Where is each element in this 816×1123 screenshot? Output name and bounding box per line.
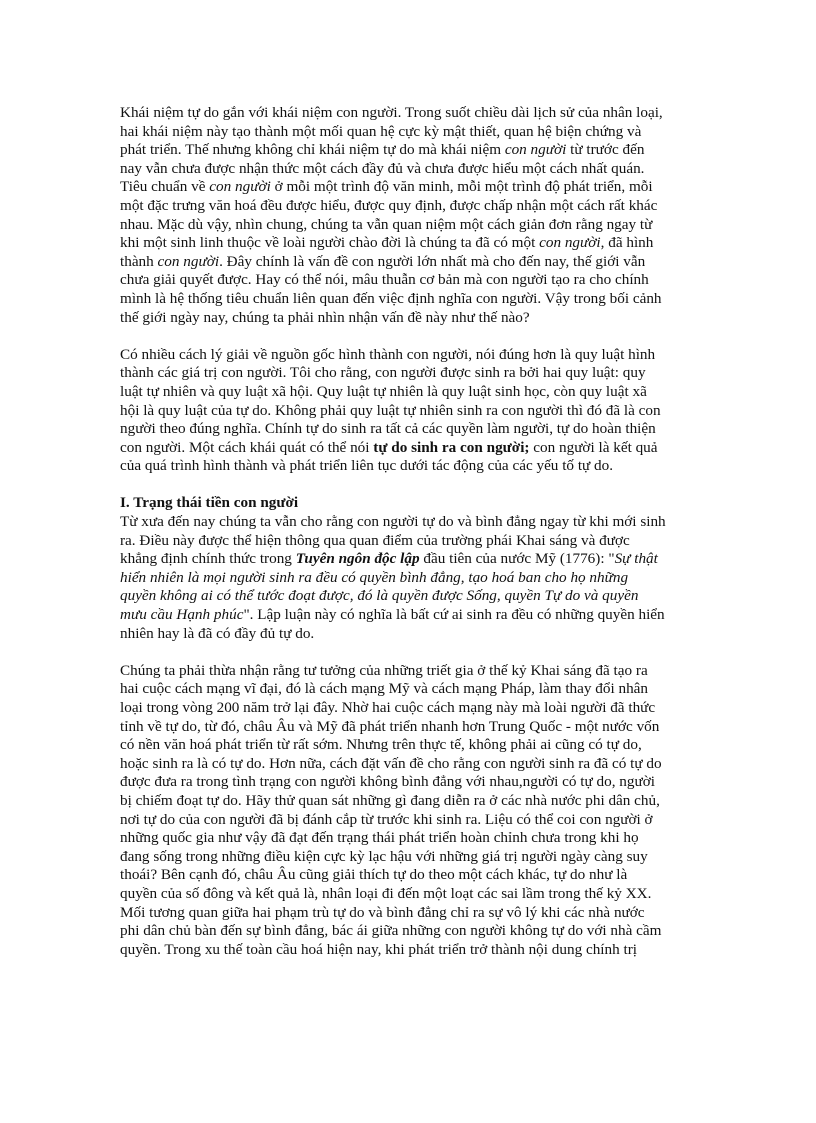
- text-line: [120, 755, 720, 774]
- text-run: phi dân chủ bàn đến sự bình đẳng, bác ái giữa những con người không tự do với nhà cầm: [120, 922, 662, 940]
- text-line: [120, 346, 720, 365]
- text-line: [120, 271, 720, 290]
- text-line: [120, 123, 720, 142]
- text-run: Tiêu chuẩn về: [120, 178, 210, 196]
- text-line: [120, 662, 720, 681]
- text-run: của quá trình hình thành và phát triển liên tục dưới tác động của các yếu tố tự do.: [120, 457, 614, 475]
- text-line: [120, 829, 720, 848]
- emphasized-text: con người: [504, 141, 567, 159]
- text-line: [120, 383, 720, 402]
- text-run: từ trước đến: [566, 141, 645, 159]
- paragraph-origin-of-human: [120, 346, 720, 476]
- text-run: . Đây chính là vấn đề con người lớn nhất mà cho đến nay, thế giới vẫn: [219, 252, 646, 270]
- text-run: Mối tương quan giữa hai phạm trù tự do và bình đẳng chỉ ra sự vô lý khi các nhà nước: [120, 903, 645, 921]
- text-line: [120, 197, 720, 216]
- text-run: ". Lập luận này có nghĩa là bất cứ ai sinh ra đều có những quyền hiển: [243, 606, 665, 624]
- paragraph-gap: [120, 476, 720, 495]
- paragraph-gap: [120, 643, 720, 662]
- paragraph-gap: [120, 327, 720, 346]
- text-line: [120, 420, 720, 439]
- text-run: Có nhiều cách lý giải về nguồn gốc hình thành con người, nói đúng hơn là quy luật hình: [120, 345, 656, 363]
- text-line: [120, 792, 720, 811]
- text-run: nhau. Mặc dù vậy, nhìn chung, chúng ta vẫn quan niệm một cách giản đơn rằng ngay từ: [120, 215, 653, 233]
- text-line: [120, 941, 720, 960]
- text-run: một đặc trưng văn hoá đều được hiểu, được quy định, được chấp nhận một cách rất khác: [120, 196, 658, 214]
- text-run: con người là kết quả: [529, 438, 658, 456]
- emphasized-text: con người: [157, 252, 220, 270]
- emphasized-text: Sự thật: [614, 550, 658, 568]
- text-line: [120, 532, 720, 551]
- text-run: con người. Một cách khái quát có thể nói: [120, 438, 374, 456]
- emphasized-text: tự do sinh ra con người;: [373, 438, 530, 456]
- text-run: chưa giải quyết được. Hay có thể nói, mâu thuẫn cơ bản mà con người tạo ra cho chính: [120, 271, 649, 289]
- text-run: thế giới ngày nay, chúng ta phải nhìn nhận vấn đề này như thế nào?: [120, 308, 530, 326]
- text-run: có nền văn hoá phát triển từ rất sớm. Nhưng trên thực tế, không phải ai cũng có tự do,: [120, 736, 642, 754]
- paragraph-pre-human-state: [120, 513, 720, 643]
- text-run: quyền của số đông và kết quả là, nhân loại đi đến một loạt các sai lầm trong thế kỷ XX.: [120, 884, 652, 902]
- text-line: [120, 216, 720, 235]
- text-line: [120, 141, 720, 160]
- text-line: [120, 699, 720, 718]
- text-run: hai cuộc cách mạng vĩ đại, đó là cách mạng Mỹ và cách mạng Pháp, làm thay đổi nhân: [120, 680, 649, 698]
- text-run: nơi tự do của con người đã bị đánh cắp từ trước khi sinh ra. Liệu có thể coi con người ở: [120, 810, 653, 828]
- text-run: nay vẫn chưa được nhận thức một cách đầy đủ và chưa được hiểu một cách nhất quán.: [120, 159, 645, 177]
- text-line: [120, 587, 720, 606]
- text-line: [120, 550, 720, 569]
- text-line: [120, 811, 720, 830]
- text-run: loại trong vòng 200 năm trở lại đây. Nhờ hai cuộc cách mạng này mà loài người đã thức: [120, 699, 656, 716]
- text-line: [120, 234, 720, 253]
- text-run: hội là quy luật của tự do. Không phải quy luật tự nhiên sinh ra con người thì đó đã là con: [120, 401, 661, 419]
- section-heading: I. Trạng thái tiền con người: [120, 494, 299, 512]
- text-run: thành các giá trị con người. Tôi cho rằng, con người được sinh ra bởi hai quy luật: quy: [120, 364, 646, 382]
- text-run: tỉnh về tự do, từ đó, châu Âu và Mỹ đã phát triển nhanh hơn Trung Quốc - một nước vốn: [120, 717, 660, 735]
- text-run: luật tự nhiên và quy luật xã hội. Quy luật tự nhiên là quy luật sinh học, còn quy luật xã: [120, 382, 647, 400]
- emphasized-text: con người: [539, 234, 601, 252]
- text-run: nhiên hay là đã có đầy đủ tự do.: [120, 624, 315, 642]
- text-line: [120, 309, 720, 328]
- text-line: [120, 178, 720, 197]
- paragraph-intro: [120, 104, 720, 327]
- text-run: thoái? Bên cạnh đó, châu Âu cũng giải thích tự do theo một cách khác, tự do như là: [120, 866, 628, 884]
- text-line: [120, 513, 720, 532]
- text-line: [120, 848, 720, 867]
- text-line: [120, 773, 720, 792]
- text-line: [120, 922, 720, 941]
- text-line: [120, 885, 720, 904]
- text-run: đang sống trong những điều kiện cực kỳ lạc hậu với những giá trị người ngày càng suy: [120, 847, 648, 865]
- text-line: [120, 904, 720, 923]
- text-line: [120, 160, 720, 179]
- text-line: [120, 569, 720, 588]
- text-run: được đưa ra trong tình trạng con người không bình đẳng với nhau,người có tự do, người: [120, 773, 655, 791]
- text-run: thành: [120, 252, 158, 270]
- text-run: ra. Điều này được thể hiện thông qua quan điểm của trường phái Khai sáng và được: [120, 531, 630, 549]
- text-run: đầu tiên của nước Mỹ (1776): ": [419, 550, 615, 568]
- emphasized-text: con người: [209, 178, 271, 196]
- text-line: [120, 625, 720, 644]
- emphasized-text: hiển nhiên là mọi người sinh ra đều có quyền bình đẳng, tạo hoá ban cho họ những: [120, 568, 629, 586]
- text-run: bị chiếm đoạt tự do. Hãy thử quan sát những gì đang diễn ra ở các nhà nước phi dân chủ,: [120, 791, 660, 809]
- text-line: [120, 680, 720, 699]
- text-line: [120, 457, 720, 476]
- text-line: [120, 718, 720, 737]
- text-run: mình là hệ thống tiêu chuẩn liên quan đến việc định nghĩa con người. Vậy trong bối cảnh: [120, 289, 662, 307]
- text-run: khi một sinh linh thuộc về loài người chào đời là chúng ta đã có một: [120, 234, 540, 252]
- text-run: hai khái niệm này tạo thành một mối quan hệ cực kỳ mật thiết, quan hệ biện chứng và: [120, 122, 642, 140]
- text-line: [120, 364, 720, 383]
- text-line: [120, 402, 720, 421]
- text-run: những quốc gia như vậy đã đạt đến trạng thái phát triển hoàn chỉnh chưa trong khi họ: [120, 829, 639, 847]
- text-run: Chúng ta phải thừa nhận rằng tư tưởng của những triết gia ở thế kỷ Khai sáng đã tạo ra: [120, 661, 648, 679]
- text-run: hoặc sinh ra là có tự do. Hơn nữa, cách đặt vấn đề cho rằng con người sinh ra đã có tự do: [120, 754, 662, 772]
- text-run: phát triển. Thế nhưng không chỉ khái niệm tự do mà khái niệm: [120, 141, 505, 159]
- text-line: [120, 290, 720, 309]
- text-run: người theo đúng nghĩa. Chính tự do sinh ra tất cả các quyền làm người, tự do hoàn thiện: [120, 420, 656, 438]
- text-line: [120, 104, 720, 123]
- text-run: Khái niệm tự do gắn với khái niệm con người. Trong suốt chiều dài lịch sử của nhân loại,: [120, 104, 663, 121]
- text-line: [120, 439, 720, 458]
- text-run: quyền. Trong xu thế toàn cầu hoá hiện nay, khi phát triển trở thành nội dung chính trị: [120, 940, 638, 958]
- emphasized-text: mưu cầu Hạnh phúc: [120, 606, 244, 624]
- text-line: [120, 736, 720, 755]
- paragraph-enlightenment: [120, 662, 720, 960]
- text-line: [120, 253, 720, 272]
- text-run: Từ xưa đến nay chúng ta vẫn cho rằng con người tự do và bình đẳng ngay từ khi mới sinh: [120, 513, 666, 531]
- text-run: khẳng định chính thức trong: [120, 550, 296, 568]
- emphasized-text: Tuyên ngôn độc lập: [295, 550, 420, 568]
- document-body: [120, 104, 720, 959]
- text-line: [120, 606, 720, 625]
- emphasized-text: quyền không ai có thể tước đoạt được, đó là quyền được Sống, quyền Tự do và quyền: [120, 587, 639, 605]
- text-line: [120, 866, 720, 885]
- text-run: , đã hình: [600, 234, 654, 252]
- text-run: ở mỗi một trình độ văn minh, mỗi một trình độ phát triển, mỗi: [270, 178, 653, 196]
